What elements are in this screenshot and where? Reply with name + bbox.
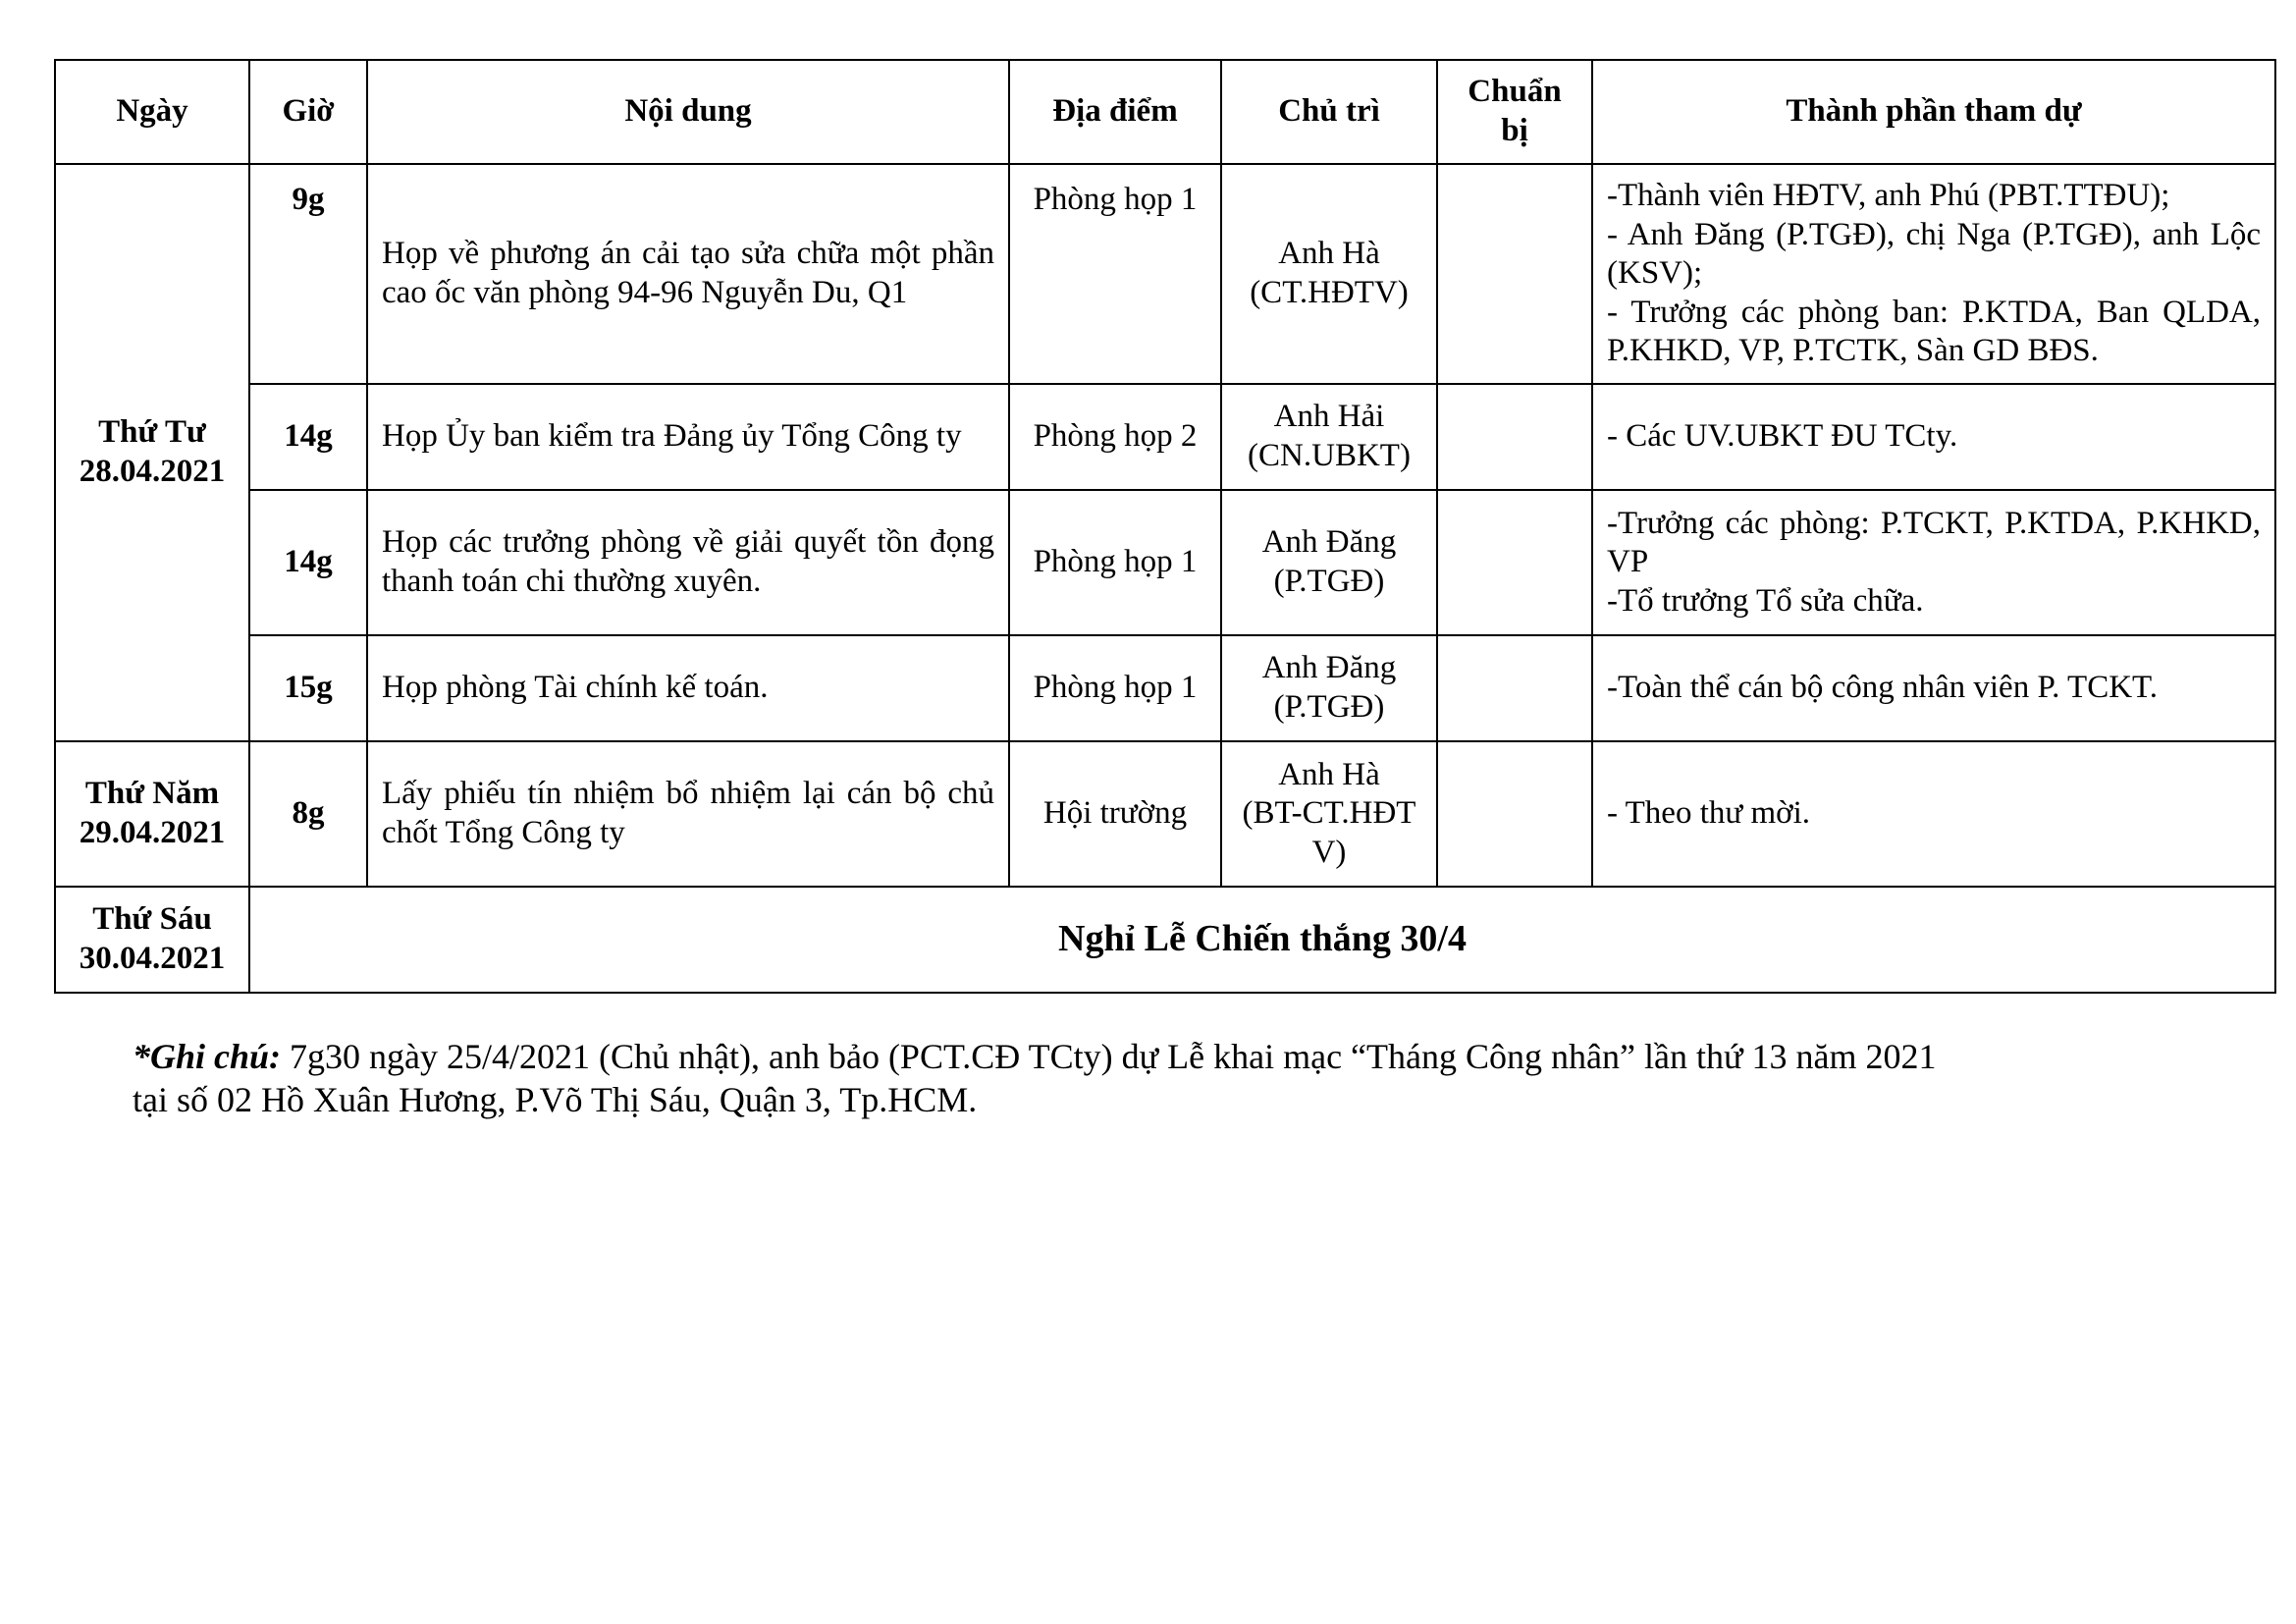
event-time: 9g <box>249 164 367 384</box>
day-weekday: Thứ Tư <box>98 414 206 451</box>
event-host <box>1221 490 1437 635</box>
event-content: Lấy phiếu tín nhiệm bổ nhiệm lại cán bộ chủ chốt Tổng Công ty <box>367 741 1009 887</box>
table-row <box>55 635 2275 741</box>
event-time: 14g <box>249 490 367 635</box>
host-name: Anh Hà <box>1278 756 1380 792</box>
attendee-line: -Tổ trưởng Tổ sửa chữa. <box>1607 582 1924 619</box>
footnote-line2: tại số 02 Hồ Xuân Hương, P.Võ Thị Sáu, Quận 3, Tp.HCM. <box>133 1079 978 1119</box>
day-cell-friday <box>55 887 249 993</box>
event-attendees <box>1592 384 2275 490</box>
event-host <box>1221 384 1437 490</box>
attendee-line: - Các UV.UBKT ĐU TCty. <box>1607 418 1958 455</box>
table-row <box>55 164 2275 384</box>
event-content: Họp Ủy ban kiểm tra Đảng ủy Tổng Công ty <box>367 384 1009 490</box>
event-content: Họp về phương án cải tạo sửa chữa một phần cao ốc văn phòng 94-96 Nguyễn Du, Q1 <box>367 164 1009 384</box>
table-row <box>55 384 2275 490</box>
footnote <box>133 1036 2194 1122</box>
day-weekday: Thứ Năm <box>84 776 220 812</box>
event-prep <box>1437 164 1592 384</box>
header-time: Giờ <box>249 60 367 164</box>
event-time: 14g <box>249 384 367 490</box>
host-title: (BT-CT.HĐTV) <box>1242 795 1416 870</box>
header-content: Nội dung <box>367 60 1009 164</box>
table-row <box>55 490 2275 635</box>
attendee-line: - Anh Đăng (P.TGĐ), chị Nga (P.TGĐ), anh Lộc (KSV); <box>1607 216 2261 292</box>
host-title: (CT.HĐTV) <box>1250 275 1409 310</box>
event-location: Phòng họp 1 <box>1009 635 1221 741</box>
footnote-line1: 7g30 ngày 25/4/2021 (Chủ nhật), anh bảo (PCT.CĐ TCty) dự Lễ khai mạc “Tháng Công nhân” lần thứ 13 năm 2021 <box>281 1037 1937 1076</box>
event-attendees <box>1592 490 2275 635</box>
header-prep <box>1437 60 1592 164</box>
schedule-page <box>54 59 2274 994</box>
event-location: Phòng họp 2 <box>1009 384 1221 490</box>
day-weekday: Thứ Sáu <box>92 901 212 938</box>
host-name: Anh Hà <box>1278 236 1380 272</box>
day-cell-wednesday <box>55 164 249 741</box>
header-host: Chủ trì <box>1221 60 1437 164</box>
event-prep <box>1437 490 1592 635</box>
event-host <box>1221 635 1437 741</box>
day-date: 28.04.2021 <box>79 454 226 489</box>
header-attendees: Thành phần tham dự <box>1592 60 2275 164</box>
event-host <box>1221 741 1437 887</box>
schedule-table <box>54 59 2276 994</box>
table-row <box>55 887 2275 993</box>
header-prep-line1: Chuẩn <box>1468 74 1562 110</box>
event-prep <box>1437 741 1592 887</box>
event-prep <box>1437 635 1592 741</box>
event-location: Phòng họp 1 <box>1009 164 1221 384</box>
host-title: (CN.UBKT) <box>1248 438 1411 473</box>
host-title: (P.TGĐ) <box>1273 689 1385 725</box>
header-day: Ngày <box>55 60 249 164</box>
event-time: 8g <box>249 741 367 887</box>
day-date: 29.04.2021 <box>79 815 226 850</box>
holiday-cell: Nghỉ Lễ Chiến thắng 30/4 <box>249 887 2275 993</box>
host-name: Anh Hải <box>1273 399 1385 435</box>
event-attendees <box>1592 741 2275 887</box>
event-content: Họp các trưởng phòng về giải quyết tồn đọng thanh toán chi thường xuyên. <box>367 490 1009 635</box>
event-content: Họp phòng Tài chính kế toán. <box>367 635 1009 741</box>
host-title: (P.TGĐ) <box>1273 564 1385 599</box>
header-prep-line2: bị <box>1501 113 1528 148</box>
event-host <box>1221 164 1437 384</box>
day-cell-thursday <box>55 741 249 887</box>
event-prep <box>1437 384 1592 490</box>
event-location: Phòng họp 1 <box>1009 490 1221 635</box>
attendee-line: -Trưởng các phòng: P.TCKT, P.KTDA, P.KHKD, VP <box>1607 505 2261 580</box>
attendee-line: -Thành viên HĐTV, anh Phú (PBT.TTĐU); <box>1607 178 2170 214</box>
attendee-line: - Trưởng các phòng ban: P.KTDA, Ban QLDA, P.KHKD, VP, P.TCTK, Sàn GD BĐS. <box>1607 294 2261 369</box>
host-name: Anh Đăng <box>1261 524 1397 561</box>
event-location: Hội trường <box>1009 741 1221 887</box>
event-attendees <box>1592 635 2275 741</box>
event-attendees <box>1592 164 2275 384</box>
footnote-label: *Ghi chú: <box>133 1037 282 1076</box>
event-time: 15g <box>249 635 367 741</box>
header-row <box>55 60 2275 164</box>
host-name: Anh Đăng <box>1261 650 1397 686</box>
attendee-line: - Theo thư mời. <box>1607 795 1811 832</box>
day-date: 30.04.2021 <box>79 941 226 976</box>
header-location: Địa điểm <box>1009 60 1221 164</box>
attendee-line: -Toàn thể cán bộ công nhân viên P. TCKT. <box>1607 670 2159 706</box>
table-row <box>55 741 2275 887</box>
